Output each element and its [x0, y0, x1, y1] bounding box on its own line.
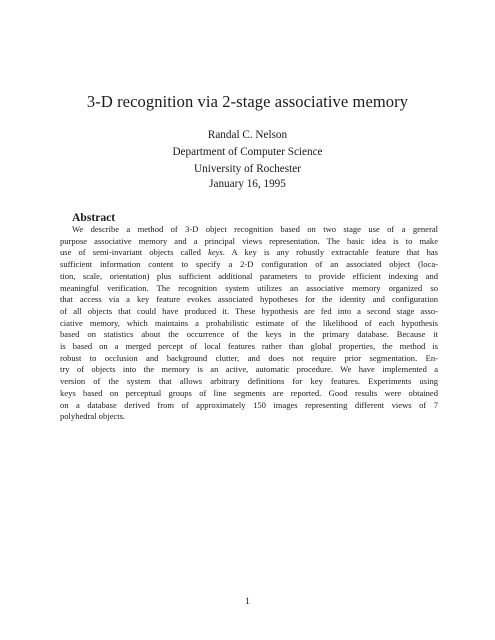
abstract-text-segment: . A key is any robustly extractable feature that has — [222, 247, 438, 258]
author-department: Department of Computer Science — [172, 146, 323, 158]
abstract-line: purpose associative memory and a principal views representation. The basic idea is to make — [60, 235, 438, 246]
abstract-line: We describe a method of 3-D object recognition based on two stage use of a general — [72, 224, 438, 234]
abstract-line: based on statistics about the occurrence of the keys in the primary database. Because it — [60, 329, 438, 340]
abstract-line: keys based on perceptual groups of line segments are reported. Good results were obtained — [60, 387, 438, 398]
abstract-line: sufficient information content to specify a 2-D configuration of an associated object (loca- — [60, 259, 438, 270]
page-number: 1 — [245, 597, 250, 607]
abstract-line — [60, 247, 438, 259]
abstract-line: robust to occlusion and background clutter, and does not require prior segmentation. En- — [60, 352, 438, 363]
author-university: University of Rochester — [194, 163, 301, 175]
abstract-text-segment: use of semi-invariant objects called — [60, 247, 209, 258]
abstract-line: on a database derived from of approximately 150 images representing different views of 7 — [60, 399, 438, 410]
abstract-line: is based on a merged percept of local features rather than global properties, the method is — [60, 341, 438, 352]
abstract-line: tion, scale, orientation) plus sufficient additional parameters to provide efficient indexing and — [60, 270, 438, 281]
abstract-line: of all objects that could have produced it. These hypothesis are fed into a second stage asso- — [60, 305, 438, 316]
abstract-body — [60, 224, 438, 423]
abstract-line: try of objects into the memory is an active, automatic procedure. We have implemented a — [60, 364, 438, 375]
abstract-line: that access via a key feature evokes associated hypotheses for the identity and configuration — [60, 294, 438, 305]
abstract-heading: Abstract — [72, 211, 116, 224]
paper-date: January 16, 1995 — [209, 178, 286, 190]
paper-title: 3-D recognition via 2-stage associative memory — [86, 92, 409, 111]
abstract-line: ciative memory, which maintains a probabilistic estimate of the likelihood of each hypothesis — [60, 317, 438, 328]
abstract-emphasis-keys: keys — [208, 247, 223, 258]
abstract-line: polyhedral objects. — [60, 411, 126, 422]
abstract-line: meaningful verification. The recognition system utilizes an associative memory organized so — [60, 282, 438, 293]
abstract-line: version of the system that allows arbitrary definitions for key features. Experiments using — [60, 376, 438, 387]
author-name: Randal C. Nelson — [207, 129, 288, 141]
author-block — [0, 127, 495, 178]
